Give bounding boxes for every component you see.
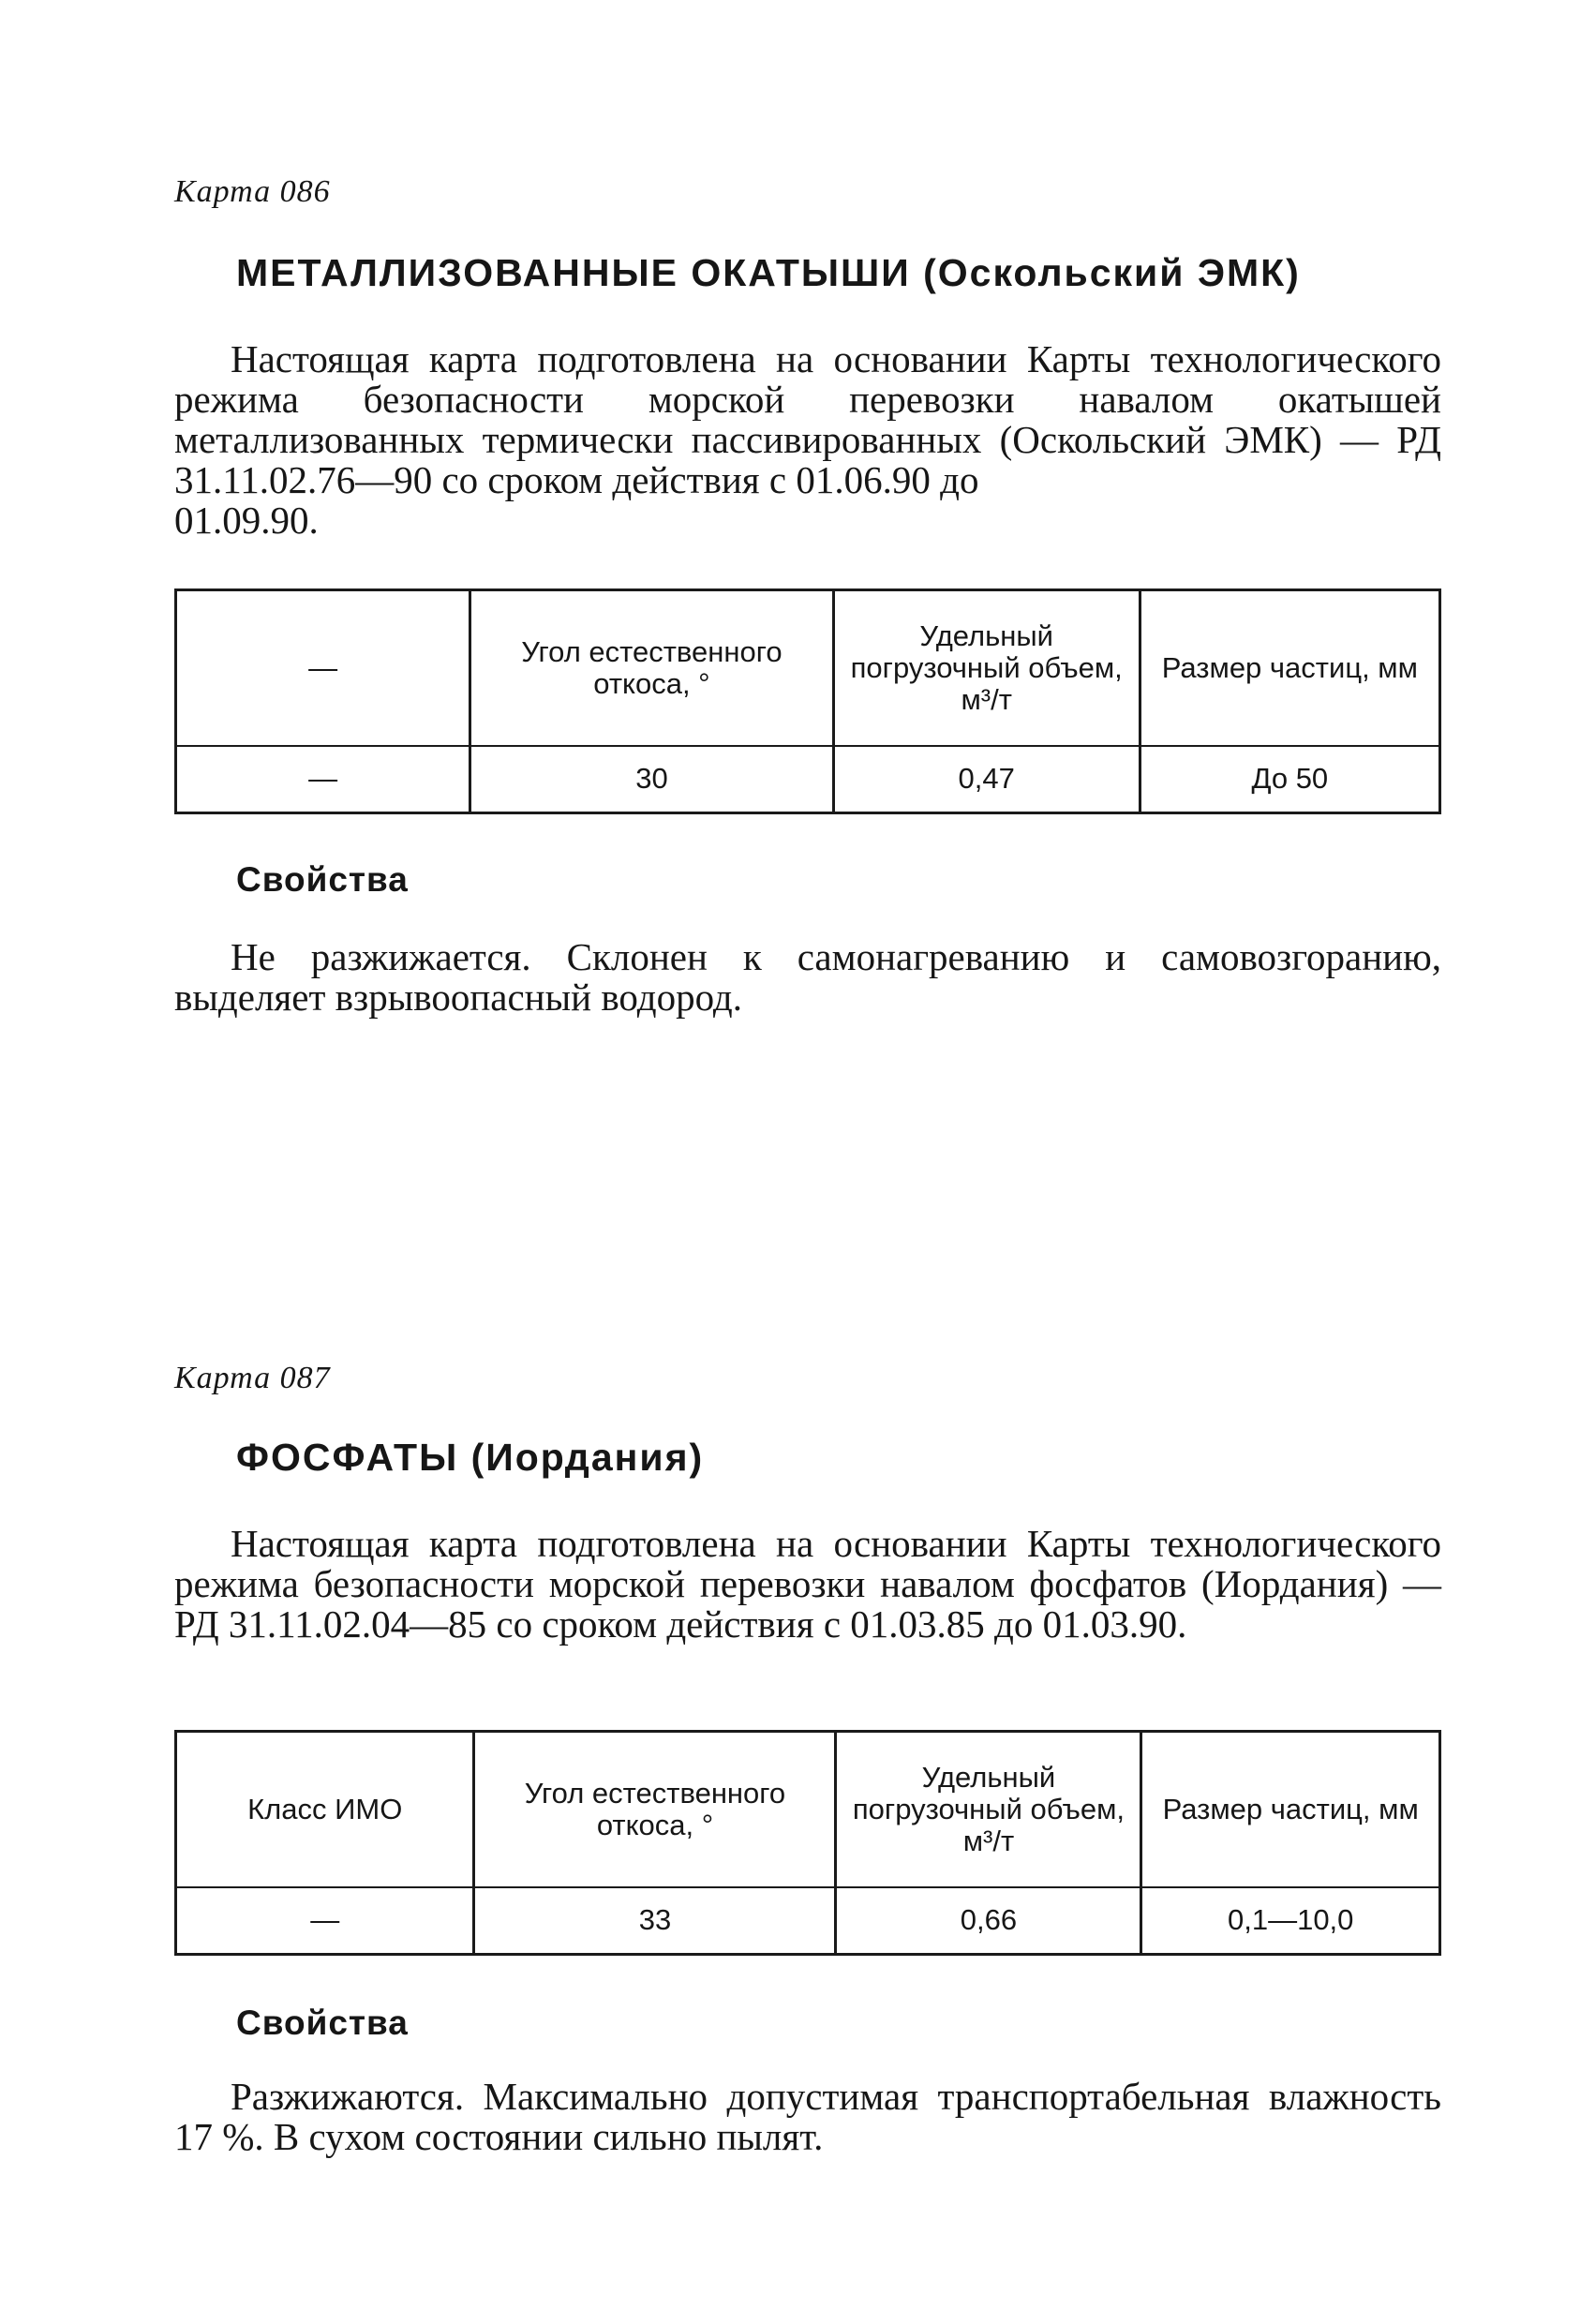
properties-text: Не разжижается. Склонен к самонагреванию и самовозгоранию, выделяет взрывоопасный водород. [174, 935, 1441, 1019]
table-cell: 33 [474, 1887, 836, 1955]
properties-text: Разжижаются. Максимально допустимая транспортабельная влажность 17 %. В сухом состоянии сильно пылят. [174, 2075, 1441, 2158]
table-header-cell: Удельный погрузочный объем, м³/т [833, 590, 1140, 746]
card-intro-tail: 01.09.90. [174, 499, 319, 542]
card-intro: Настоящая карта подготовлена на основании Карты технологического режима безопасности морской перевозки навалом фосфатов (Иордания) — РД 31.11.02.04—85 со сроком действия с 01.03.85 до 01.03.90. [174, 1522, 1441, 1646]
card-title: ФОСФАТЫ (Иордания) [236, 1436, 705, 1479]
table-header-cell: Угол естественного откоса, ° [474, 1732, 836, 1887]
table-cell: 0,66 [836, 1887, 1141, 1955]
table-cell: — [176, 1887, 474, 1955]
table-cell: 0,1—10,0 [1141, 1887, 1440, 1955]
table-cell: До 50 [1140, 746, 1439, 813]
cargo-table [174, 1730, 1441, 1956]
table-header-cell: Угол естественного откоса, ° [470, 590, 833, 746]
table-header-cell: Удельный погрузочный объем, м³/т [836, 1732, 1141, 1887]
table-row [176, 746, 1440, 813]
table-header-cell: Размер частиц, мм [1140, 590, 1439, 746]
table-cell: 0,47 [833, 746, 1140, 813]
card-label: Карта 086 [174, 174, 331, 209]
table-header-cell: Класс ИМО [176, 1732, 474, 1887]
properties-heading: Свойства [236, 860, 409, 899]
table-row [176, 1887, 1440, 1955]
table-header-row [176, 1732, 1440, 1887]
table-header-cell: Размер частиц, мм [1141, 1732, 1440, 1887]
card-label: Карта 087 [174, 1361, 331, 1395]
cargo-table [174, 588, 1441, 814]
card-intro [174, 339, 1441, 541]
table-cell: 30 [470, 746, 833, 813]
card-intro-text: Настоящая карта подготовлена на основании Карты технологического режима безопасности морской перевозки навалом окатышей металлизованных термически пассивированных (Оскольский ЭМК) — РД 31.11.02.76—90 со сроком действия с 01.06.90 до [174, 337, 1441, 501]
table-header-cell: — [176, 590, 470, 746]
table-cell: — [176, 746, 470, 813]
table-header-row [176, 590, 1440, 746]
card-title: МЕТАЛЛИЗОВАННЫЕ ОКАТЫШИ (Оскольский ЭМК) [236, 251, 1301, 294]
properties-heading: Свойства [236, 2004, 409, 2042]
